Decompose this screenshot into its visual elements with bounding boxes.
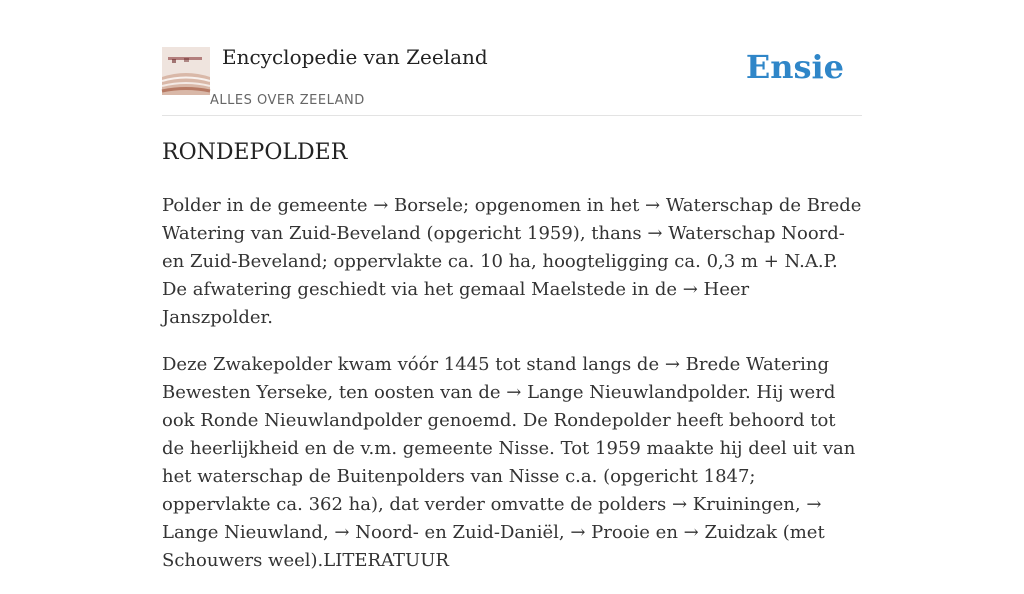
paragraph-text: Polder in de gemeente (162, 195, 374, 216)
cross-reference-link[interactable]: → Lange Nieuwlandpolder (506, 382, 745, 403)
article-title: RONDEPOLDER (162, 140, 348, 165)
site-title[interactable]: Encyclopedie van Zeeland (222, 45, 488, 69)
cross-reference-link[interactable]: → Brede Watering Bewesten Yerseke (162, 354, 830, 403)
cross-reference-link[interactable]: → Zuidzak (683, 522, 777, 543)
cross-reference-link[interactable]: → Prooie en (570, 522, 678, 543)
paragraph-text: . (267, 307, 273, 328)
cross-reference-link[interactable]: → Heer Janszpolder (162, 279, 750, 328)
cross-reference-link[interactable]: → Waterschap Noord- en Zuid-Beveland (162, 223, 845, 272)
paragraph-text: . Hij werd ook Ronde Nieuwlandpolder genoemd. De Rondepolder heeft behoord tot de heerlijkheid en de v.m. gemeente Nisse. Tot 1959 maakte hij deel uit van het waterschap de Buitenpolders van Nisse c.a. (opgericht 1847; oppervlakte ca. 362 ha), dat verder omvatte de polders (162, 382, 856, 515)
book-image-icon (162, 47, 210, 95)
cross-reference-link[interactable]: → Noord- en Zuid-Daniël (334, 522, 559, 543)
cross-reference-link[interactable]: → Waterschap de Brede Watering van Zuid-Beveland (162, 195, 862, 244)
cross-reference-link[interactable]: → Kruiningen (671, 494, 795, 515)
cross-reference-link[interactable]: → Borsele (373, 195, 463, 216)
paragraph-text: (met Schouwers weel).LITERATUUR (162, 522, 825, 571)
site-header (162, 0, 862, 116)
paragraph-text: (opgericht 1959), thans (420, 223, 648, 244)
paragraph-text: ; oppervlakte ca. 10 ha, hoogteligging ca. 0,3 m + N.A.P. De afwatering geschiedt via het gemaal Maelstede in de (162, 251, 838, 300)
article-body (162, 192, 862, 594)
ensie-brand-logo[interactable]: Ensie (745, 48, 844, 86)
paragraph-text: Deze Zwakepolder kwam vóór 1445 tot stand langs de (162, 354, 665, 375)
site-logo-avatar[interactable] (162, 47, 210, 95)
site-tagline: ALLES OVER ZEELAND (210, 93, 365, 108)
paragraph-text: ; opgenomen in het (462, 195, 646, 216)
article-paragraph (162, 192, 862, 332)
paragraph-text: , (794, 494, 807, 515)
paragraph-text: , (322, 522, 335, 543)
paragraph-text: , ten oosten van de (327, 382, 507, 403)
paragraph-text: , (558, 522, 571, 543)
article-paragraph (162, 351, 862, 575)
cross-reference-link[interactable]: → Lange Nieuwland (162, 494, 822, 543)
